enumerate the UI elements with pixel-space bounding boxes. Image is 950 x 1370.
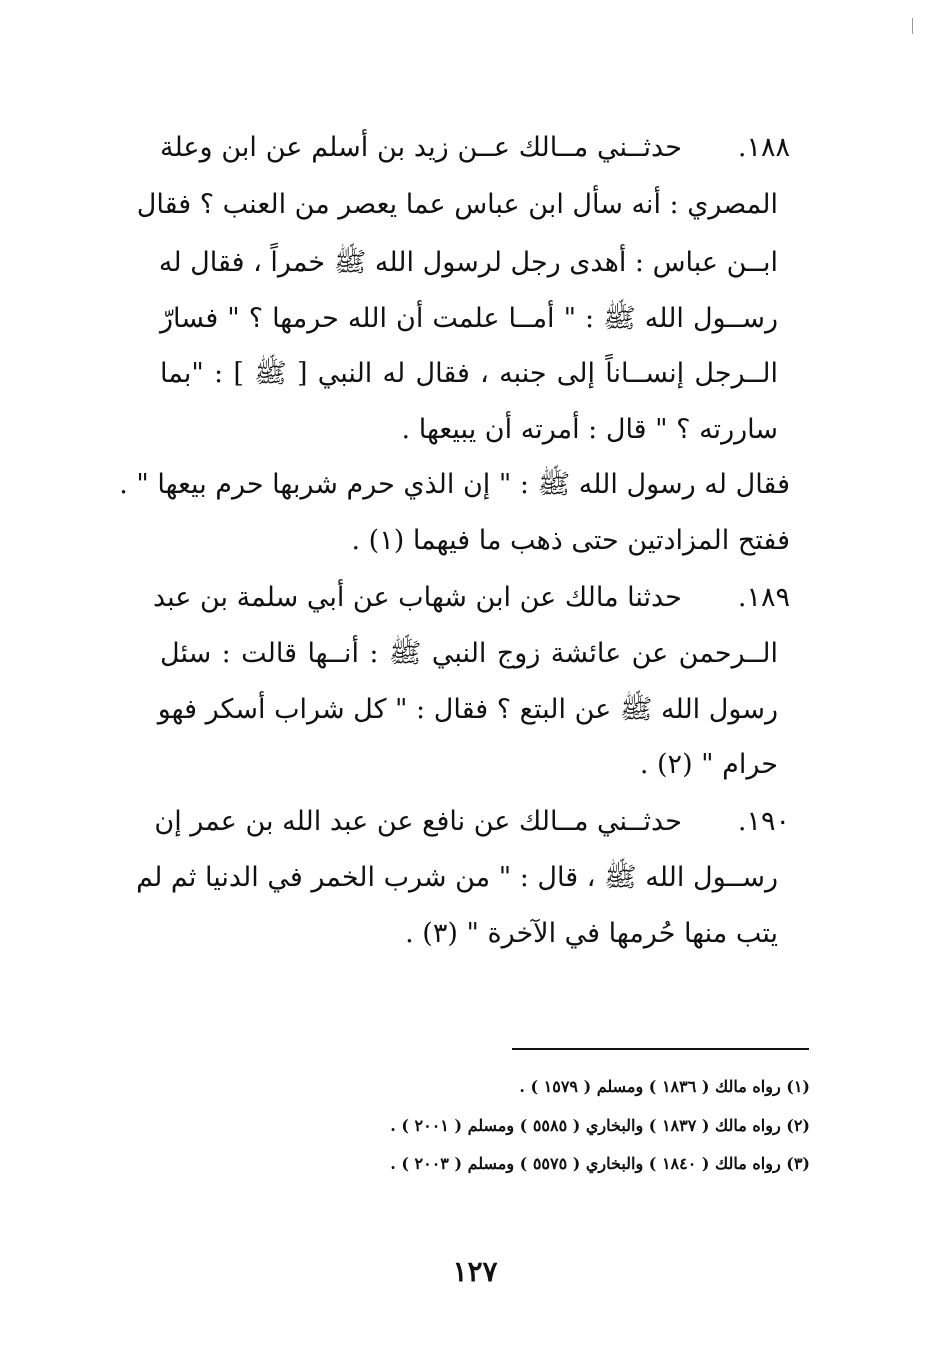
hadith-188-line-6: ساررته ؟ " قال : أمرته أن يبيعها . [401, 414, 778, 445]
hadith-188-line-2: المصري : أنه سأل ابن عباس عما يعصر من العنب ؟ فقال [136, 189, 778, 220]
footnote-1: (١) رواه مالك ( ١٨٣٦ ) ومسلم ( ١٥٧٩ ) . [519, 1077, 810, 1096]
hadith-188-line-4: رســول الله ﷺ : " أمــا علمت أن الله حرمها ؟ " فسارّ [160, 303, 778, 334]
hadith-189-number: ١٨٩. [737, 582, 790, 613]
hadith-190-line-2: رســول الله ﷺ ، قال : " من شرب الخمر في الدنيا ثم لم [136, 862, 778, 893]
hadith-188-line-7: فقال له رسول الله ﷺ : " إن الذي حرم شربها حرم بيعها " . [119, 469, 790, 500]
footnote-3: (٣) رواه مالك ( ١٨٤٠ ) والبخاري ( ٥٥٧٥ ) ومسلم ( ٢٠٠٣ ) . [390, 1154, 810, 1173]
hadith-189-line-1: ١٨٩.حدثنا مالك عن ابن شهاب عن أبي سلمة بن عبد [160, 578, 790, 618]
hadith-190-line-1: ١٩٠.حدثــني مــالك عن نافع عن عبد الله بن عمر إن [160, 802, 790, 842]
hadith-188-line-3: ابــن عباس : أهدى رجل لرسول الله ﷺ خمراً ، فقال له [158, 247, 778, 278]
footnote-separator [512, 1048, 809, 1050]
hadith-188-line-5: الــرجل إنســاناً إلى جنبه ، فقال له النبي [ ﷺ ] : "بما [160, 358, 778, 389]
hadith-188-line-1: ١٨٨.حدثــني مــالك عــن زيد بن أسلم عن ابن وعلة [160, 128, 790, 168]
hadith-188-number: ١٨٨. [737, 132, 790, 163]
hadith-190-number: ١٩٠. [737, 806, 790, 837]
hadith-189-line-2: الــرحمن عن عائشة زوج النبي ﷺ : أنــها قالت : سئل [160, 638, 778, 669]
hadith-188-line-8: ففتح المزادتين حتى ذهب ما فيهما (١) . [351, 525, 790, 556]
footnote-2: (٢) رواه مالك ( ١٨٣٧ ) والبخاري ( ٥٥٨٥ ) ومسلم ( ٢٠٠١ ) . [390, 1116, 810, 1135]
page-number: ١٢٧ [452, 1255, 498, 1288]
hadith-189-line-4: حرام " (٢) . [639, 749, 778, 780]
scan-edge-mark [912, 18, 913, 34]
hadith-190-line-3: يتب منها حُرمها في الآخرة " (٣) . [405, 918, 778, 949]
hadith-189-line-3: رسول الله ﷺ عن البتع ؟ فقال : " كل شراب أسكر فهو [157, 694, 778, 725]
